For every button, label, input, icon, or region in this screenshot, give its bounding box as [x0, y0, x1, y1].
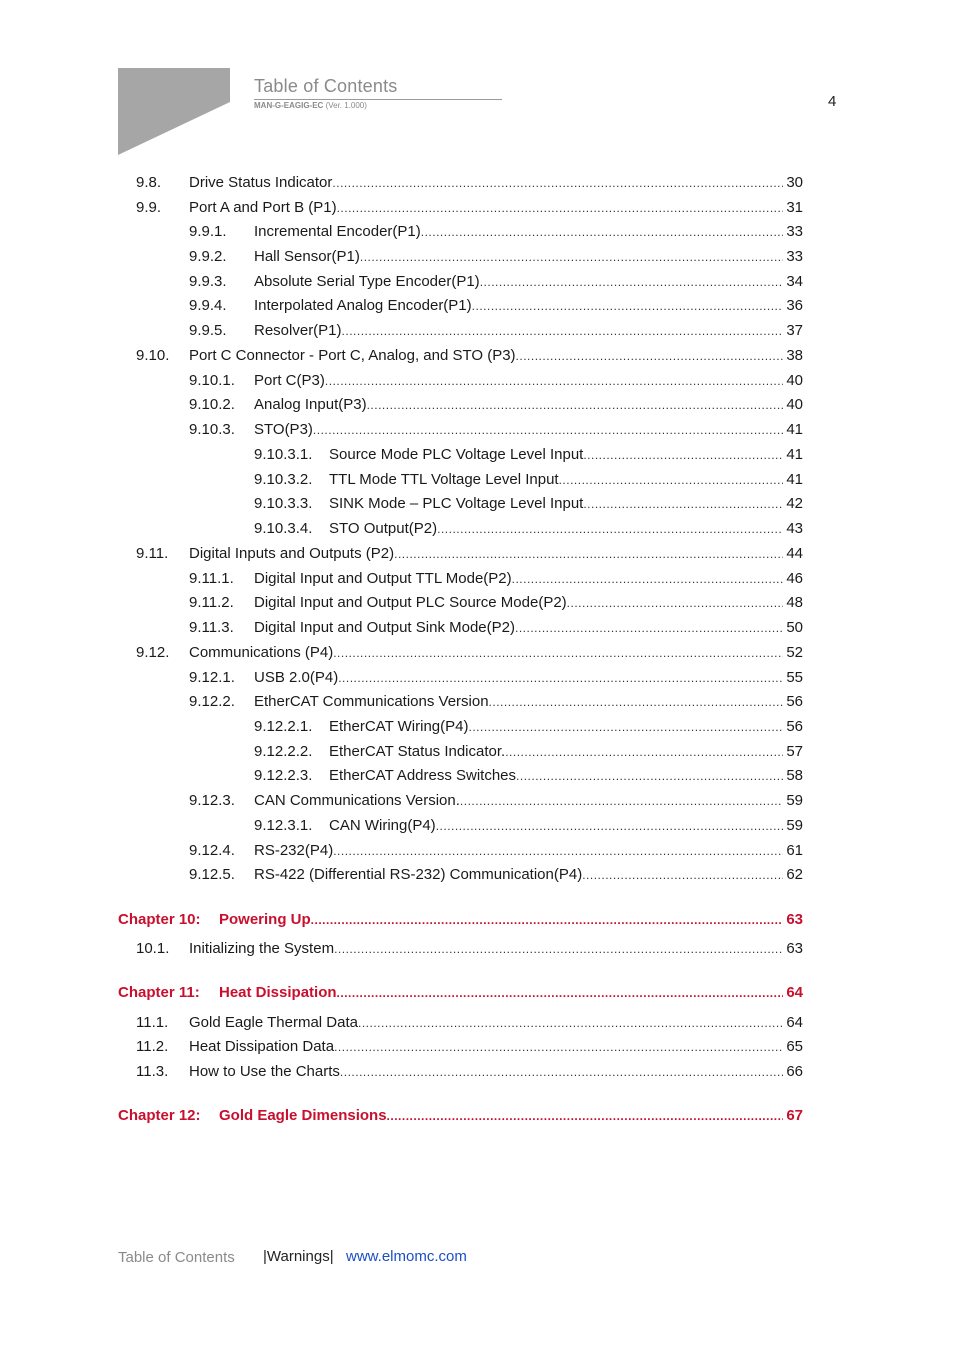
toc-entry-number: 9.11.	[136, 545, 169, 562]
toc-dot-leader	[436, 815, 783, 837]
toc-entry-number: 9.11.3.	[189, 619, 234, 636]
toc-entry[interactable]	[0, 790, 954, 812]
toc-entry-number: 9.9.	[136, 199, 162, 216]
toc-entry-page: 61	[786, 842, 803, 859]
toc-entry[interactable]	[0, 469, 954, 491]
toc-entry-text-wrap	[254, 617, 783, 639]
toc-dot-leader	[512, 568, 783, 590]
toc-dot-leader	[338, 667, 783, 689]
toc-dot-leader	[340, 1061, 783, 1083]
toc-entry-title: USB 2.0(P4)	[254, 667, 338, 689]
toc-entry-title: Communications (P4)	[189, 642, 333, 664]
toc-entry-page: 40	[786, 372, 803, 389]
toc-entry[interactable]	[0, 295, 954, 317]
toc-entry-title: EtherCAT Status Indicator.	[329, 741, 505, 763]
toc-entry-number: Chapter 12:	[118, 1107, 201, 1124]
toc-entry-title: Port C(P3)	[254, 370, 325, 392]
toc-entry-text-wrap	[189, 1036, 783, 1058]
toc-entry[interactable]	[0, 320, 954, 342]
toc-entry-title: STO(P3)	[254, 419, 313, 441]
toc-dot-leader	[332, 172, 783, 194]
toc-entry-text-wrap	[254, 246, 783, 268]
toc-entry-page: 38	[786, 347, 803, 364]
toc-entry-text-wrap	[189, 1012, 783, 1034]
toc-dot-leader	[337, 982, 783, 1004]
toc-entry[interactable]	[0, 197, 954, 219]
toc-entry-page: 36	[786, 297, 803, 314]
toc-entry-number: 11.2.	[136, 1038, 169, 1055]
toc-entry-text-wrap	[329, 518, 783, 540]
toc-entry-number: 9.10.3.	[189, 421, 235, 438]
toc-entry-text-wrap	[189, 642, 783, 664]
toc-entry[interactable]	[0, 370, 954, 392]
toc-entry-page: 41	[786, 446, 803, 463]
toc-entry-text-wrap	[189, 345, 783, 367]
toc-dot-leader	[333, 840, 783, 862]
toc-dot-leader	[313, 419, 783, 441]
toc-dot-leader	[583, 444, 783, 466]
toc-entry-title: RS-422 (Differential RS-232) Communication(P4)	[254, 864, 582, 886]
toc-entry-number: 9.9.1.	[189, 223, 227, 240]
toc-entry-text-wrap	[254, 370, 783, 392]
toc-dot-leader	[559, 469, 783, 491]
toc-entry-text-wrap	[254, 790, 783, 812]
toc-entry-title: Heat Dissipation	[219, 982, 337, 1004]
toc-dot-leader	[333, 642, 783, 664]
toc-dot-leader	[337, 197, 783, 219]
doc-id: MAN-G-EAGIG-EC	[254, 101, 324, 110]
toc-entry[interactable]	[0, 617, 954, 639]
toc-entry-text-wrap	[189, 172, 783, 194]
toc-entry-title: Digital Input and Output TTL Mode(P2)	[254, 568, 512, 590]
toc-entry-text-wrap	[329, 493, 783, 515]
toc-entry-page: 56	[786, 718, 803, 735]
toc-entry-title: CAN Wiring(P4)	[329, 815, 436, 837]
toc-entry-title: Analog Input(P3)	[254, 394, 367, 416]
toc-entry-title: Absolute Serial Type Encoder(P1)	[254, 271, 480, 293]
toc-entry-text-wrap	[329, 716, 783, 738]
toc-entry[interactable]	[0, 815, 954, 837]
toc-entry-title: Source Mode PLC Voltage Level Input	[329, 444, 583, 466]
toc-entry[interactable]	[0, 271, 954, 293]
toc-entry[interactable]	[0, 840, 954, 862]
toc-dot-leader	[567, 592, 783, 614]
toc-dot-leader	[334, 938, 783, 960]
toc-entry-page: 66	[786, 1063, 803, 1080]
toc-entry-text-wrap	[219, 1105, 783, 1127]
toc-entry-page: 58	[786, 767, 803, 784]
toc-entry[interactable]	[0, 864, 954, 886]
toc-entry-text-wrap	[329, 741, 783, 763]
toc-entry-page: 59	[786, 817, 803, 834]
toc-entry-text-wrap	[254, 271, 783, 293]
toc-entry-number: 9.10.3.1.	[254, 446, 313, 463]
toc-entry-number: 9.10.2.	[189, 396, 235, 413]
toc-entry-number: 10.1.	[136, 940, 170, 957]
toc-entry-title: EtherCAT Communications Version	[254, 691, 489, 713]
toc-entry-page: 42	[786, 495, 803, 512]
toc-entry-page: 64	[786, 984, 803, 1001]
toc-entry-title: CAN Communications Version.	[254, 790, 460, 812]
toc-entry-number: 9.12.2.	[189, 693, 235, 710]
toc-entry-number: 9.11.1.	[189, 570, 234, 587]
toc-dot-leader	[360, 246, 783, 268]
toc-entry-page: 31	[786, 199, 803, 216]
toc-dot-leader	[472, 295, 783, 317]
toc-entry[interactable]	[0, 642, 954, 664]
toc-entry[interactable]	[0, 716, 954, 738]
toc-entry-page: 52	[786, 644, 803, 661]
toc-entry-title: STO Output(P2)	[329, 518, 437, 540]
toc-entry-page: 55	[786, 669, 803, 686]
toc-entry-page: 41	[786, 471, 803, 488]
toc-entry-page: 37	[786, 322, 803, 339]
toc-entry[interactable]	[0, 667, 954, 689]
toc-entry-page: 67	[786, 1107, 803, 1124]
toc-entry-number: 9.10.3.3.	[254, 495, 313, 512]
toc-entry-text-wrap	[189, 1061, 783, 1083]
toc-entry-title: EtherCAT Address Switches	[329, 765, 516, 787]
toc-entry-page: 40	[786, 396, 803, 413]
toc-dot-leader	[460, 790, 783, 812]
toc-entry-number: 9.12.4.	[189, 842, 235, 859]
toc-chapter-entry[interactable]	[0, 1105, 954, 1127]
toc-entry-number: 9.12.3.1.	[254, 817, 313, 834]
toc-entry-title: Gold Eagle Dimensions	[219, 1105, 387, 1127]
toc-entry-page: 65	[786, 1038, 803, 1055]
toc-dot-leader	[516, 765, 783, 787]
toc-entry-title: Hall Sensor(P1)	[254, 246, 360, 268]
toc-dot-leader	[582, 864, 783, 886]
toc-entry-title: Digital Inputs and Outputs (P2)	[189, 543, 394, 565]
footer-website-link[interactable]: www.elmomc.com	[346, 1248, 467, 1265]
toc-entry-title: Initializing the System	[189, 938, 334, 960]
toc-entry[interactable]	[0, 246, 954, 268]
toc-entry[interactable]	[0, 592, 954, 614]
toc-entry-page: 44	[786, 545, 803, 562]
toc-dot-leader	[387, 1105, 783, 1127]
toc-entry-text-wrap	[254, 419, 783, 441]
toc-entry[interactable]	[0, 172, 954, 194]
toc-entry-text-wrap	[189, 938, 783, 960]
footer-title: Table of Contents	[118, 1249, 235, 1266]
toc-entry-number: 9.12.5.	[189, 866, 235, 883]
toc-entry-page: 34	[786, 273, 803, 290]
toc-chapter-entry[interactable]	[0, 982, 954, 1004]
toc-entry-text-wrap	[254, 568, 783, 590]
toc-entry-number: 9.9.3.	[189, 273, 227, 290]
header-title: Table of Contents	[254, 76, 398, 96]
header-doc-id	[254, 101, 367, 110]
toc-dot-leader	[515, 617, 783, 639]
toc-entry-text-wrap	[329, 765, 783, 787]
toc-entry-number: 9.12.2.2.	[254, 743, 313, 760]
toc-entry[interactable]	[0, 741, 954, 763]
toc-entry-page: 33	[786, 248, 803, 265]
toc-entry-page: 59	[786, 792, 803, 809]
toc-entry-number: 9.9.2.	[189, 248, 227, 265]
toc-entry[interactable]	[0, 1061, 954, 1083]
toc-entry-text-wrap	[329, 444, 783, 466]
toc-entry-title: Heat Dissipation Data	[189, 1036, 334, 1058]
toc-entry-page: 56	[786, 693, 803, 710]
toc-entry-text-wrap	[219, 909, 783, 931]
toc-entry[interactable]	[0, 543, 954, 565]
toc-entry-number: 9.9.5.	[189, 322, 227, 339]
toc-entry-title: Digital Input and Output PLC Source Mode(P2)	[254, 592, 567, 614]
toc-entry-number: 9.12.2.3.	[254, 767, 313, 784]
toc-entry-title: Resolver(P1)	[254, 320, 342, 342]
toc-entry-title: Digital Input and Output Sink Mode(P2)	[254, 617, 515, 639]
toc-entry-title: Incremental Encoder(P1)	[254, 221, 421, 243]
toc-entry-title: SINK Mode – PLC Voltage Level Input	[329, 493, 583, 515]
toc-entry-number: 11.3.	[136, 1063, 169, 1080]
toc-dot-leader	[367, 394, 783, 416]
toc-entry-title: EtherCAT Wiring(P4)	[329, 716, 468, 738]
toc-entry-text-wrap	[254, 864, 783, 886]
header-rule	[254, 99, 502, 100]
toc-entry-title: Port A and Port B (P1)	[189, 197, 337, 219]
toc-entry-number: Chapter 11:	[118, 984, 200, 1001]
toc-dot-leader	[480, 271, 783, 293]
toc-dot-leader	[394, 543, 783, 565]
toc-entry-number: 9.10.	[136, 347, 170, 364]
toc-entry-page: 62	[786, 866, 803, 883]
toc-entry-number: 9.10.3.4.	[254, 520, 313, 537]
toc-entry-page: 43	[786, 520, 803, 537]
toc-entry-title: How to Use the Charts	[189, 1061, 340, 1083]
toc-entry[interactable]	[0, 568, 954, 590]
toc-dot-leader	[489, 691, 783, 713]
toc-dot-leader	[311, 909, 783, 931]
toc-entry-number: 11.1.	[136, 1014, 169, 1031]
toc-entry-number: 9.9.4.	[189, 297, 227, 314]
toc-dot-leader	[516, 345, 783, 367]
toc-entry-page: 64	[786, 1014, 803, 1031]
toc-entry-page: 30	[786, 174, 803, 191]
toc-dot-leader	[334, 1036, 783, 1058]
toc-entry-number: Chapter 10:	[118, 911, 201, 928]
toc-entry-title: RS-232(P4)	[254, 840, 333, 862]
toc-entry-page: 63	[786, 940, 803, 957]
toc-entry-number: 9.8.	[136, 174, 162, 191]
toc-entry-text-wrap	[254, 840, 783, 862]
toc-entry-text-wrap	[254, 667, 783, 689]
toc-entry-title: Drive Status Indicator	[189, 172, 332, 194]
toc-entry-number: 9.12.2.1.	[254, 718, 313, 735]
toc-dot-leader	[358, 1012, 783, 1034]
page-number: 4	[828, 93, 837, 110]
toc-entry-page: 41	[786, 421, 803, 438]
toc-entry[interactable]	[0, 419, 954, 441]
toc-entry-title: Port C Connector - Port C, Analog, and STO (P3)	[189, 345, 516, 367]
toc-entry-number: 9.10.3.2.	[254, 471, 313, 488]
toc-dot-leader	[468, 716, 783, 738]
toc-entry[interactable]	[0, 518, 954, 540]
toc-entry-text-wrap	[254, 691, 783, 713]
toc-entry[interactable]	[0, 493, 954, 515]
header-logo-shape	[118, 68, 230, 155]
toc-entry-title: Interpolated Analog Encoder(P1)	[254, 295, 472, 317]
toc-entry-page: 63	[786, 911, 803, 928]
toc-dot-leader	[505, 741, 783, 763]
toc-chapter-entry[interactable]	[0, 909, 954, 931]
toc-entry[interactable]	[0, 691, 954, 713]
doc-version: (Ver. 1.000)	[325, 101, 367, 110]
toc-entry-title: TTL Mode TTL Voltage Level Input	[329, 469, 559, 491]
toc-entry-text-wrap	[189, 197, 783, 219]
toc-entry[interactable]	[0, 345, 954, 367]
toc-entry[interactable]	[0, 444, 954, 466]
toc-entry[interactable]	[0, 1012, 954, 1034]
toc-entry-page: 50	[786, 619, 803, 636]
toc-entry-text-wrap	[254, 221, 783, 243]
toc-entry[interactable]	[0, 1036, 954, 1058]
toc-entry[interactable]	[0, 221, 954, 243]
toc-dot-leader	[325, 370, 783, 392]
toc-entry-number: 9.10.1.	[189, 372, 235, 389]
toc-dot-leader	[342, 320, 783, 342]
toc-entry-page: 57	[786, 743, 803, 760]
toc-entry-text-wrap	[254, 592, 783, 614]
toc-entry-number: 9.12.1.	[189, 669, 235, 686]
toc-entry-title: Powering Up	[219, 909, 311, 931]
toc-dot-leader	[583, 493, 783, 515]
toc-entry-number: 9.11.2.	[189, 594, 234, 611]
toc-entry-text-wrap	[219, 982, 783, 1004]
toc-entry-page: 46	[786, 570, 803, 587]
toc-entry-text-wrap	[189, 543, 783, 565]
toc-entry-title: Gold Eagle Thermal Data	[189, 1012, 358, 1034]
toc-entry-page: 48	[786, 594, 803, 611]
toc-entry-text-wrap	[254, 320, 783, 342]
toc-entry[interactable]	[0, 394, 954, 416]
toc-entry-number: 9.12.3.	[189, 792, 235, 809]
toc-entry-text-wrap	[329, 815, 783, 837]
toc-entry-page: 33	[786, 223, 803, 240]
toc-entry-text-wrap	[254, 295, 783, 317]
toc-entry[interactable]	[0, 938, 954, 960]
toc-dot-leader	[421, 221, 783, 243]
toc-entry-text-wrap	[254, 394, 783, 416]
toc-entry[interactable]	[0, 765, 954, 787]
toc-dot-leader	[437, 518, 783, 540]
toc-entry-number: 9.12.	[136, 644, 170, 661]
footer-warnings-link[interactable]: |Warnings|	[263, 1248, 334, 1265]
toc-entry-text-wrap	[329, 469, 783, 491]
